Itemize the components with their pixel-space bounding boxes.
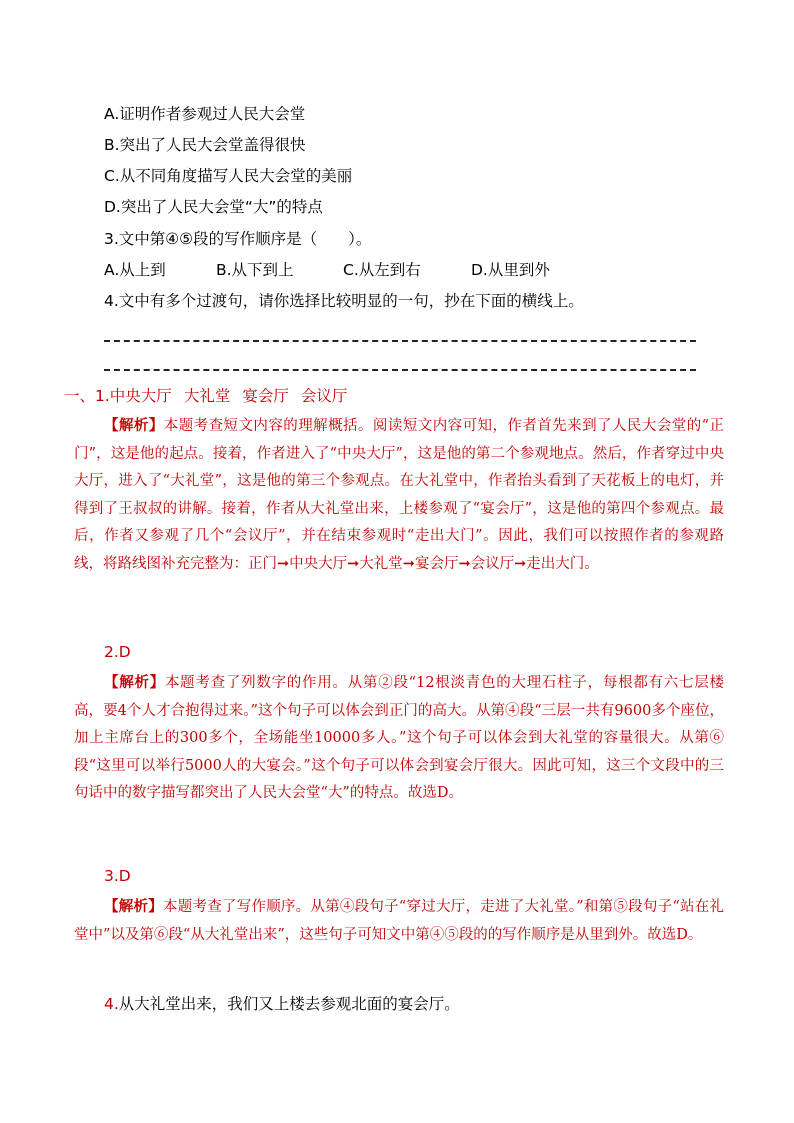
question-4: 4.文中有多个过渡句，请你选择比较明显的一句，抄在下面的横线上。 xyxy=(104,292,584,310)
heading-item-auditorium: 大礼堂 xyxy=(183,387,231,405)
answer-1-text: 本题考查短文内容的理解概括。阅读短文内容可知，作者首先来到了人民大会堂的“正门”，这是他的起点。接着，作者进入了“中央大厅”，这是他的第二个参观地点。然后，作者穿过中央大厅，进入了“大礼堂”，这是他的第三个参观点。在大礼堂中，作者抬头看到了天花板上的电灯，并得到了王叔叔的讲解。接着，作者从大礼堂出来，上楼参观了“宴会厅”，这是他的第四个参观点。最后，作者又参观了几个“会议厅”，并在结束参观时“走出大门”。因此，我们可以按照作者的参观路线，将路线图补充完整为：正门➞中央大厅➞大礼堂➞宴会厅➞会议厅➞走出大门。 xyxy=(74,418,724,572)
analysis-tag: 【解析】 xyxy=(104,899,163,915)
q3-option-c: C.从左到右 xyxy=(343,261,421,279)
answer-1-heading xyxy=(64,386,347,406)
answer-blank-line-1 xyxy=(104,340,696,342)
option-d: D.突出了人民大会堂“大”的特点 xyxy=(104,198,323,216)
answer-2-explanation xyxy=(74,670,724,808)
answer-3-explanation xyxy=(74,894,724,949)
answer-1-explanation xyxy=(74,413,724,579)
q3-option-d: D.从里到外 xyxy=(471,261,550,279)
analysis-tag: 【解析】 xyxy=(104,418,164,434)
option-b: B.突出了人民大会堂盖得很快 xyxy=(104,136,306,154)
heading-item-central-hall: 中央大厅 xyxy=(109,387,172,405)
q3-option-b: B.从下到上 xyxy=(216,261,294,279)
answer-4-text: 从大礼堂出来，我们又上楼去参观北面的宴会厅。 xyxy=(118,995,460,1013)
answer-heading-prefix: 一、1. xyxy=(64,387,110,405)
question-3: 3.文中第④⑤段的写作顺序是（ ）。 xyxy=(104,230,372,248)
answer-2-text: 本题考查了列数字的作用。从第②段“12根淡青色的大理石柱子，每根都有六七层楼高，要4个人才合抱得过来。”这个句子可以体会到正门的高大。从第④段“三层一共有9600多个座位，加上主席台上的300多个，全场能坐10000多人。”这个句子可以体会到大礼堂的容量很大。从第⑥段“这里可以举行5000人的大宴会。”这个句子可以体会到宴会厅很大。因此可知，这三个文段中的三句话中的数字描写都突出了人民大会堂“大”的特点。故选D。 xyxy=(74,675,724,802)
answer-3-text: 本题考查了写作顺序。从第④段句子“穿过大厅，走进了大礼堂。”和第⑤段句子“站在礼堂中”以及第⑥段“从大礼堂出来”，这些句子可知文中第④⑤段的的写作顺序是从里到外。故选D。 xyxy=(74,899,724,943)
answer-4-number: 4. xyxy=(104,995,119,1013)
answer-blank-line-2 xyxy=(104,369,696,371)
answer-4 xyxy=(104,994,460,1014)
option-c: C.从不同角度描写人民大会堂的美丽 xyxy=(104,167,353,185)
analysis-tag: 【解析】 xyxy=(104,675,165,691)
q3-option-a: A.从上到 xyxy=(104,261,166,279)
heading-item-banquet-hall: 宴会厅 xyxy=(242,387,289,405)
answer-2-number: 2.D xyxy=(104,643,131,661)
heading-item-conference-hall: 会议厅 xyxy=(300,387,348,405)
answer-3-number: 3.D xyxy=(104,867,131,885)
option-a: A.证明作者参观过人民大会堂 xyxy=(104,105,306,123)
